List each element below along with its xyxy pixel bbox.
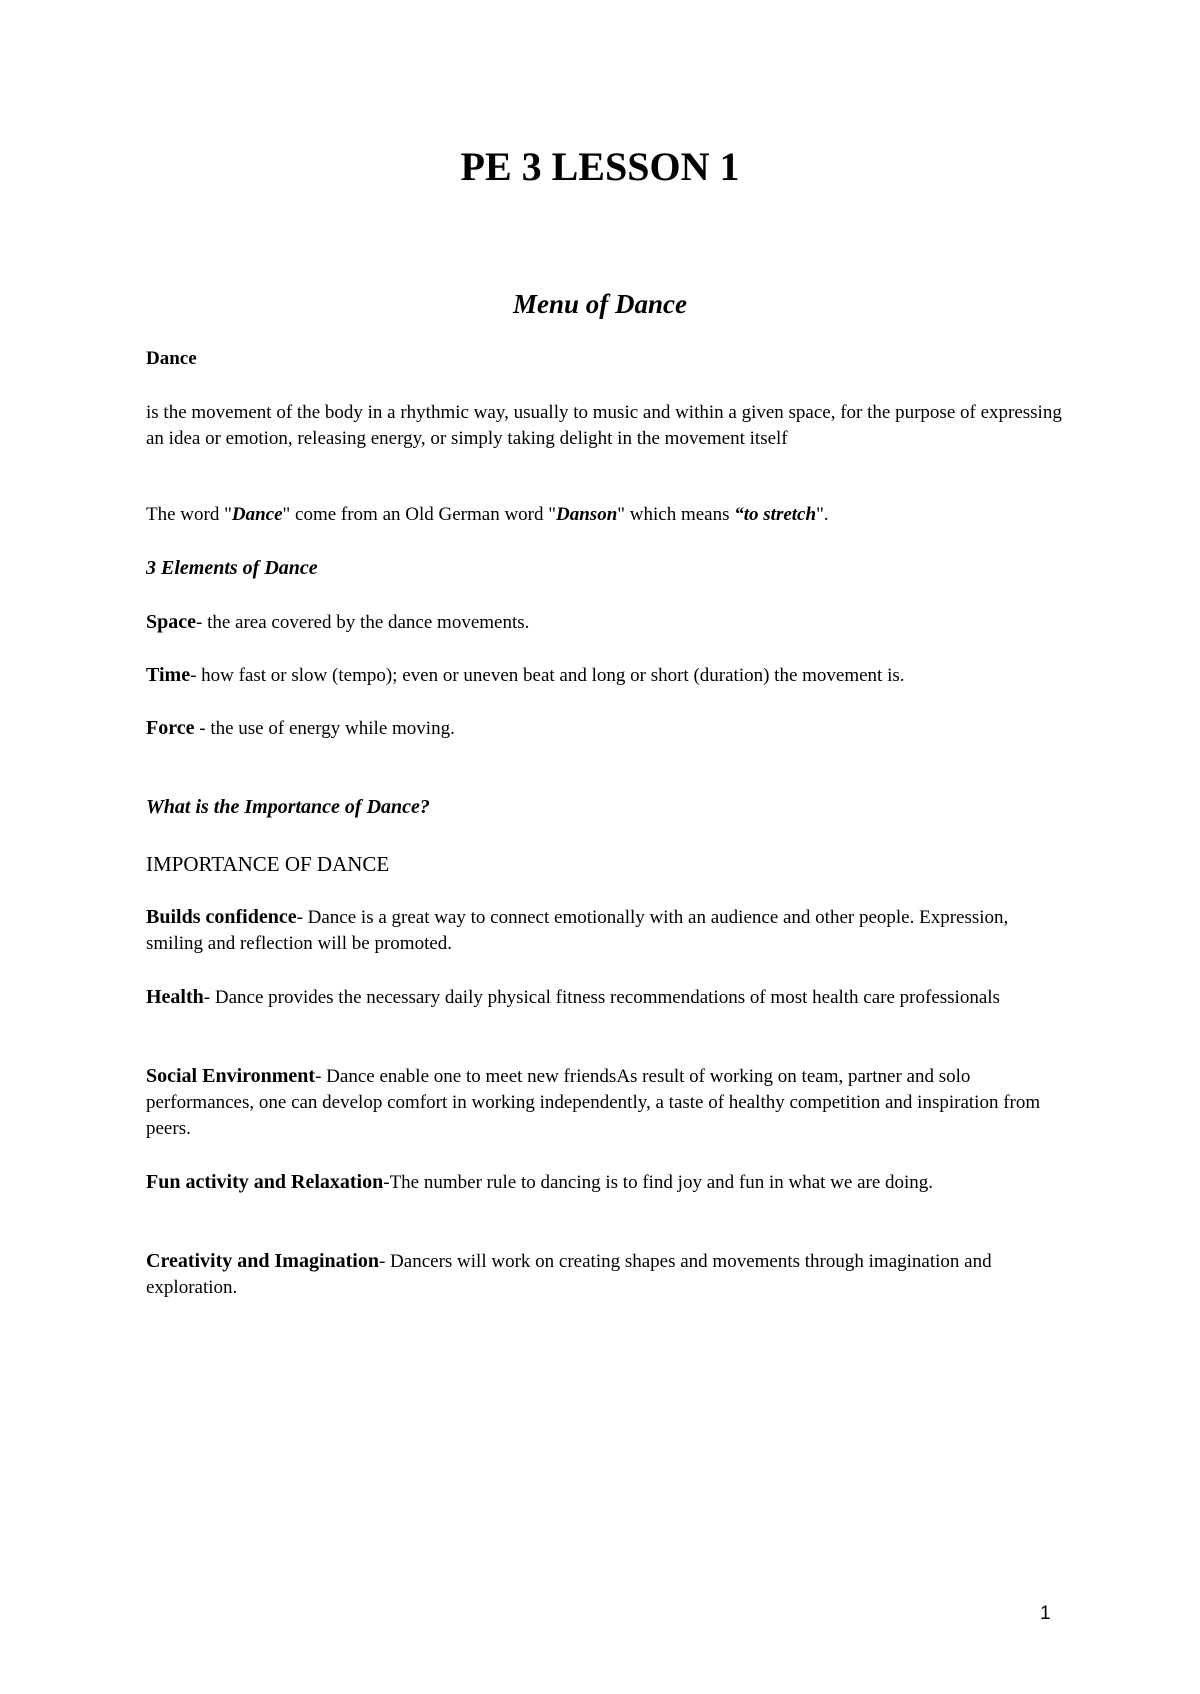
dance-definition: is the movement of the body in a rhythmic way, usually to music and within a given space, for the purpose of expressing an idea or emotion, releasing energy, or simply taking delight in the movement itself bbox=[146, 402, 1062, 449]
etymology-word-danson: Danson bbox=[556, 504, 618, 525]
importance-question: What is the Importance of Dance? bbox=[146, 796, 430, 818]
importance-description: -The number rule to dancing is to find joy and fun in what we are doing. bbox=[383, 1172, 934, 1193]
page-title: PE 3 LESSON 1 bbox=[460, 144, 740, 189]
importance-fun bbox=[146, 1169, 1066, 1196]
element-description: - how fast or slow (tempo); even or uneven beat and long or short (duration) the movement is. bbox=[190, 665, 905, 686]
element-description: - the area covered by the dance movements. bbox=[196, 612, 530, 633]
etymology-text-4: ". bbox=[816, 504, 829, 525]
importance-description: - Dance enable one to meet new friendsAs result of working on team, partner and solo performances, one can develop comfort in working independently, a taste of healthy competition and inspiration from peers. bbox=[146, 1066, 1041, 1139]
section-title: Menu of Dance bbox=[513, 289, 687, 319]
element-term: Time bbox=[146, 664, 191, 686]
etymology-meaning: “to stretch bbox=[734, 504, 817, 525]
element-term: Force bbox=[146, 717, 195, 739]
dance-label: Dance bbox=[146, 348, 197, 369]
elements-heading: 3 Elements of Dance bbox=[146, 557, 318, 579]
importance-term: Fun activity and Relaxation bbox=[146, 1171, 384, 1193]
importance-creativity bbox=[146, 1248, 1066, 1301]
importance-heading: IMPORTANCE OF DANCE bbox=[146, 852, 390, 876]
importance-description: - Dancers will work on creating shapes and movements through imagination and exploration. bbox=[146, 1251, 992, 1298]
element-term: Space bbox=[146, 611, 196, 633]
element-description: - the use of energy while moving. bbox=[194, 718, 455, 739]
etymology-text-3: " which means bbox=[617, 504, 735, 525]
importance-term: Creativity and Imagination bbox=[146, 1250, 379, 1272]
importance-description: - Dance provides the necessary daily physical fitness recommendations of most health care professionals bbox=[203, 987, 1000, 1008]
importance-term: Social Environment bbox=[146, 1065, 316, 1087]
importance-description: - Dance is a great way to connect emotionally with an audience and other people. Expression, smiling and reflection will be promoted. bbox=[146, 907, 1009, 954]
etymology-word-dance: Dance bbox=[231, 504, 283, 525]
element-force bbox=[146, 715, 1066, 742]
page-number: 1 bbox=[1040, 1603, 1051, 1624]
importance-health bbox=[146, 984, 1066, 1011]
etymology-text-2: " come from an Old German word " bbox=[282, 504, 557, 525]
importance-social bbox=[146, 1063, 1066, 1142]
importance-confidence bbox=[146, 904, 1066, 957]
etymology-paragraph bbox=[146, 502, 1066, 528]
element-space bbox=[146, 609, 1066, 636]
element-time bbox=[146, 662, 1066, 689]
importance-term: Health bbox=[146, 986, 204, 1008]
importance-term: Builds confidence bbox=[146, 906, 297, 928]
etymology-text-1: The word " bbox=[146, 504, 232, 525]
